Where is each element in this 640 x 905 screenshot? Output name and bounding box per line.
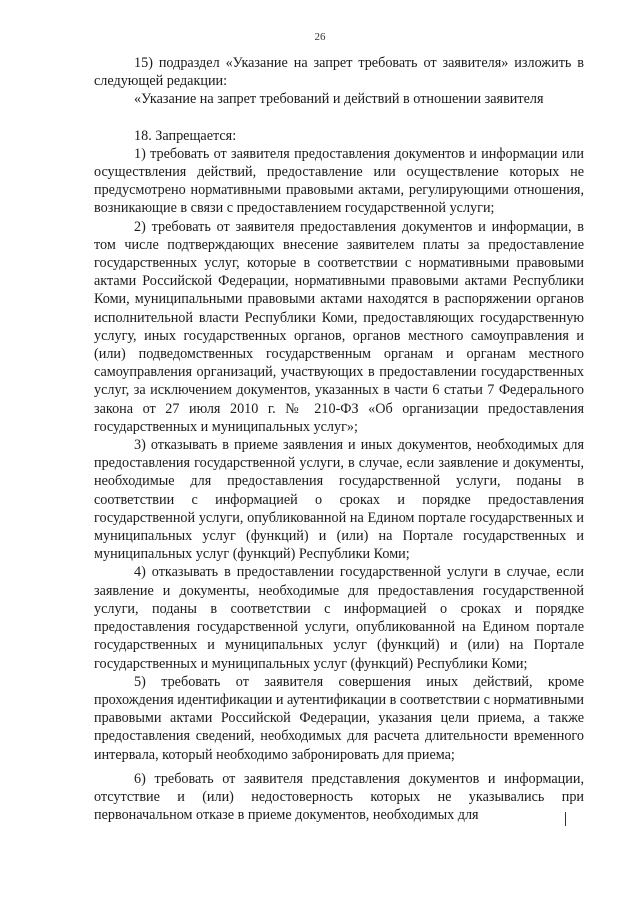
paragraph-item-15: 15) подраздел «Указание на запрет требовать от заявителя» изложить в следующей редакции: <box>94 55 584 90</box>
subsection-heading: «Указание на запрет требований и действий в отношении заявителя <box>134 91 544 108</box>
paragraph-18-item-4: 4) отказывать в предоставлении государственной услуги в случае, если заявление и документы, необходимые для предоставления государственной услуги, поданы в соответствии с информацией о сроках и порядке предоставления государственной услуги, опубликованной на Едином портале государственных и муниципальных услуг (функций) и (или) на Портале государственных и муниципальных услуг (функций) Республики Коми; <box>94 564 584 672</box>
paragraph-18-item-6: 6) требовать от заявителя представления документов и информации, отсутствие и (или) недостоверность которых не указывались при первоначальном отказе в приеме документов, необходимых для <box>94 770 584 824</box>
paragraph-18-title: 18. Запрещается: <box>134 127 237 144</box>
page-number: 26 <box>314 31 326 43</box>
paragraph-18-item-2: 2) требовать от заявителя предоставления документов и информации, в том числе подтверждающих внесение заявителем платы за предоставление государственных услуг, которые в соответствии с нормативными правовыми актами Российской Федерации, нормативными правовыми актами Республики Коми, муниципальными правовыми актами находятся в распоряжении органов исполнительной власти Республики Коми, предоставляющих государственную услугу, иных государственных органов, органов местного самоуправления и (или) подведомственных государственным органам и органам местного самоуправления организаций, участвующих в предоставлении государственных услуг, за исключением документов, указанных в части 6 статьи 7 Федерального закона от 27 июля 2010 г. № 210-ФЗ «Об организации предоставления государственных и муниципальных услуг»; <box>94 218 584 435</box>
margin-mark <box>565 812 566 826</box>
paragraph-18-item-1: 1) требовать от заявителя предоставления документов и информации или осуществления действий, предоставление или осуществление которых не предусмотрено нормативными правовыми актами, регулирующими отношения, возникающие в связи с предоставлением государственной услуги; <box>94 145 584 217</box>
paragraph-18-item-3: 3) отказывать в приеме заявления и иных документов, необходимых для предоставления государственной услуги, в случае, если заявление и документы, необходимые для предоставления государственной услуги, поданы в соответствии с информацией о сроках и порядке предоставления государственной услуги, опубликованной на Едином портале государственных и муниципальных услуг (функций) и (или) на Портале государственных и муниципальных услуг (функций) Республики Коми; <box>94 437 584 563</box>
document-body <box>94 54 584 824</box>
paragraph-18-item-5: 5) требовать от заявителя совершения иных действий, кроме прохождения идентификации и аутентификации в соответствии с нормативными правовыми актами Российской Федерации, указания цели приема, а также предоставления сведений, необходимых для расчета длительности временного интервала, который необходимо забронировать для приема; <box>94 673 585 763</box>
